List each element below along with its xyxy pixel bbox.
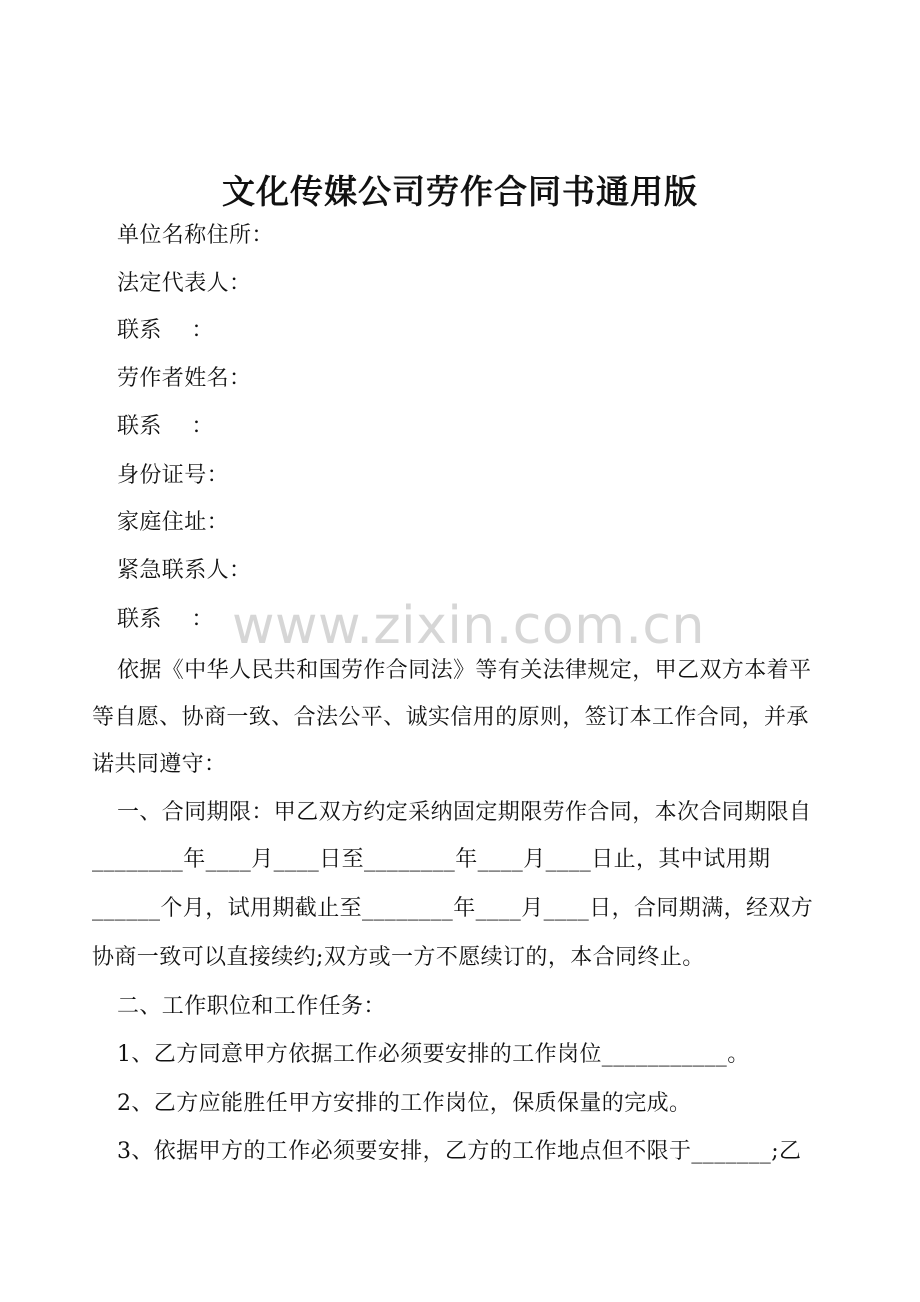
field-home-address: 家庭住址：	[117, 510, 230, 535]
paragraph-line: 协商一致可以直接续约;双方或一方不愿续订的，本合同终止。	[92, 945, 705, 970]
field-worker-contact: 联系 ：	[117, 414, 214, 439]
field-legal-representative: 法定代表人：	[117, 271, 252, 296]
clause-1-heading: 一、合同期限：甲乙双方约定采纳固定期限劳作合同，本次合同期限自	[117, 800, 812, 825]
paragraph-line: 依据《中华人民共和国劳作合同法》等有关法律规定，甲乙双方本着平	[117, 658, 812, 683]
document-title: 文化传媒公司劳作合同书通用版	[222, 172, 698, 211]
clause-2-item-3: 3、依据甲方的工作必须要安排，乙方的工作地点但不限于_______;乙	[117, 1139, 802, 1164]
paragraph-line: ________年____月____日至________年____月____日止，其中试用期	[92, 847, 771, 872]
field-worker-name: 劳作者姓名：	[117, 366, 252, 391]
field-emergency-phone: 联系 ：	[117, 607, 214, 632]
field-id-number: 身份证号：	[117, 463, 230, 488]
paragraph-line: 等自愿、协商一致、合法公平、诚实信用的原则，签订本工作合同，并承	[92, 705, 809, 730]
clause-2-heading: 二、工作职位和工作任务：	[117, 994, 386, 1019]
paragraph-line: ______个月，试用期截止至________年____月____日，合同期满，经双方	[92, 896, 814, 921]
watermark: www.zixin.com.cn	[232, 596, 705, 656]
clause-2-item-2: 2、乙方应能胜任甲方安排的工作岗位，保质保量的完成。	[117, 1091, 692, 1116]
field-company-contact: 联系 ：	[117, 318, 214, 343]
paragraph-line: 诺共同遵守：	[92, 752, 227, 777]
field-emergency-contact: 紧急联系人：	[117, 558, 252, 583]
clause-2-item-1: 1、乙方同意甲方依据工作必须要安排的工作岗位___________。	[117, 1042, 750, 1067]
field-company-address: 单位名称住所：	[117, 223, 274, 248]
